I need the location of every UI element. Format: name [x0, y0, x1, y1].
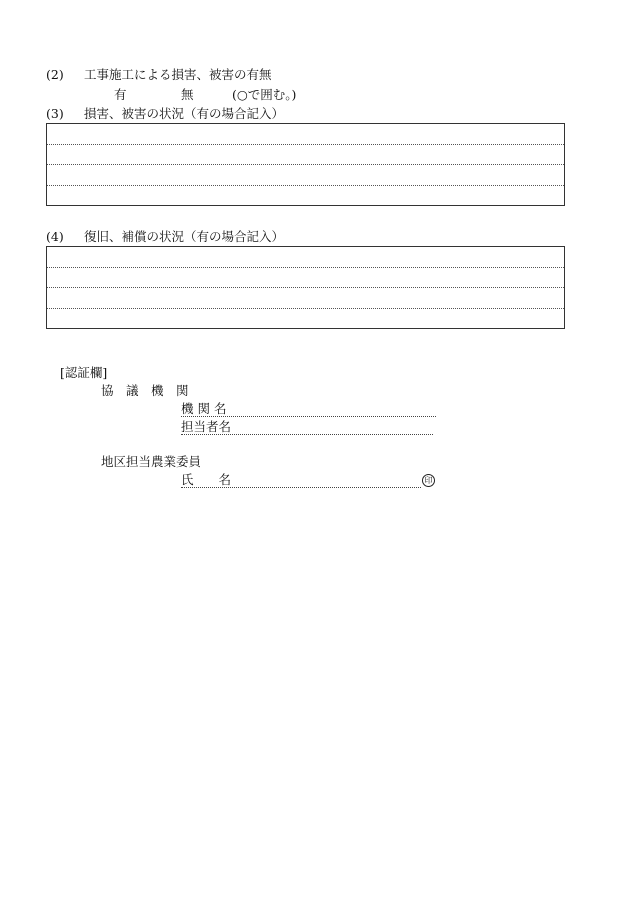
- org-name-label: 機 関 名: [181, 401, 227, 416]
- damage-status-box: [46, 123, 565, 206]
- certification-heading: [認証欄]: [60, 365, 108, 380]
- restoration-status-line[interactable]: [47, 247, 564, 268]
- damage-status-line[interactable]: [47, 145, 564, 166]
- circle-instruction-note: (○で囲む。): [232, 87, 297, 102]
- council-label: 協 議 機 関: [101, 383, 189, 398]
- damage-status-line[interactable]: [47, 186, 564, 207]
- committee-member-label: 地区担当農業委員: [101, 454, 202, 469]
- person-in-charge-field[interactable]: [181, 434, 433, 435]
- section3-title: 損害、被害の状況（有の場合記入）: [84, 106, 285, 121]
- section2-number: (2): [46, 67, 64, 82]
- org-name-field[interactable]: [181, 416, 436, 417]
- section2-title: 工事施工による損害、被害の有無: [84, 67, 272, 82]
- name-field[interactable]: [181, 487, 421, 488]
- restoration-status-box: [46, 246, 565, 329]
- damage-status-line[interactable]: [47, 124, 564, 145]
- restoration-status-line[interactable]: [47, 288, 564, 309]
- restoration-status-line[interactable]: [47, 309, 564, 330]
- option-yes[interactable]: 有: [114, 87, 127, 102]
- person-in-charge-label: 担当者名: [181, 419, 232, 434]
- restoration-status-line[interactable]: [47, 268, 564, 289]
- option-no[interactable]: 無: [181, 87, 194, 102]
- seal-mark: 印: [422, 474, 435, 487]
- name-label: 氏 名: [181, 472, 232, 487]
- section4-title: 復旧、補償の状況（有の場合記入）: [84, 229, 285, 244]
- damage-status-line[interactable]: [47, 165, 564, 186]
- section3-number: (3): [46, 106, 64, 121]
- section4-number: (4): [46, 229, 64, 244]
